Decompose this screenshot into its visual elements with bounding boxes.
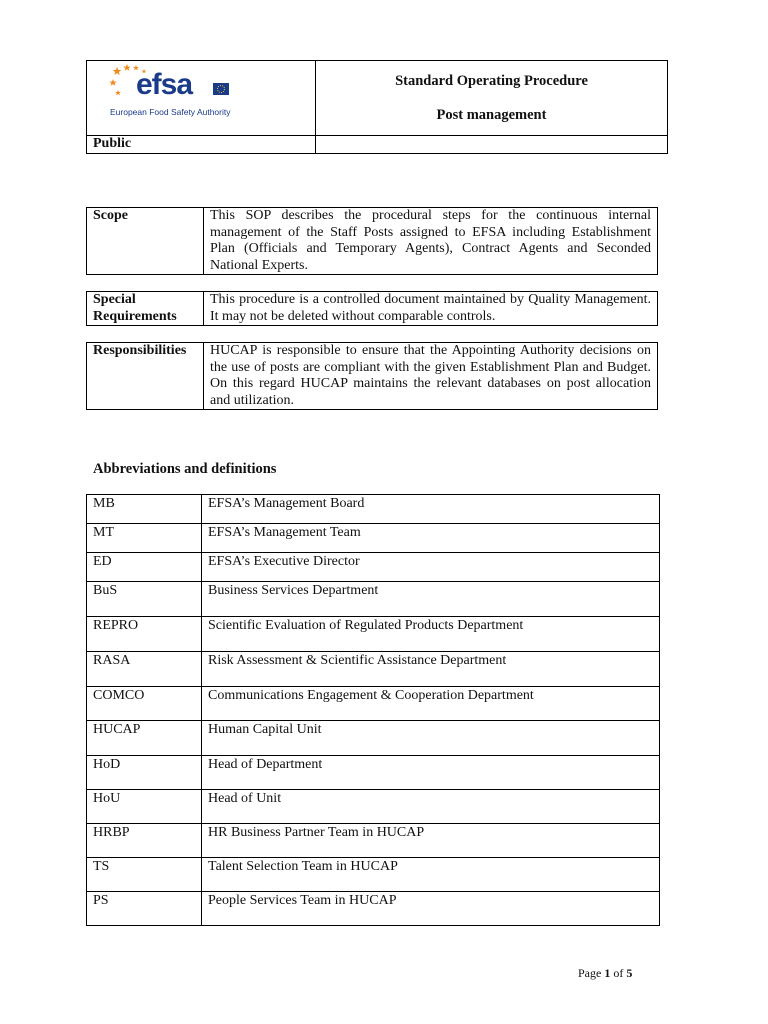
special-requirements-table	[86, 291, 658, 326]
abbreviation-definition: People Services Team in HUCAP	[202, 892, 660, 926]
page-footer	[578, 966, 632, 981]
abbreviation-term: HoU	[87, 790, 202, 824]
abbreviation-term: HUCAP	[87, 721, 202, 756]
abbreviation-row	[87, 687, 660, 721]
abbreviation-row	[87, 858, 660, 892]
abbreviation-term: MT	[87, 524, 202, 553]
responsibilities-table	[86, 342, 658, 410]
responsibilities-label: Responsibilities	[87, 343, 204, 410]
abbreviation-row	[87, 892, 660, 926]
abbreviation-definition: Business Services Department	[202, 582, 660, 617]
abbreviation-definition: EFSA’s Executive Director	[202, 553, 660, 582]
scope-label: Scope	[87, 208, 204, 275]
abbreviation-term: RASA	[87, 652, 202, 687]
abbreviation-term: PS	[87, 892, 202, 926]
document-header	[86, 60, 668, 154]
abbreviation-definition: Head of Department	[202, 756, 660, 790]
abbreviation-row	[87, 617, 660, 652]
abbreviation-term: REPRO	[87, 617, 202, 652]
special-requirements-label	[87, 292, 204, 326]
abbreviation-row	[87, 824, 660, 858]
abbreviation-row	[87, 582, 660, 617]
special-label-line1: Special	[93, 292, 136, 307]
special-label-line2: Requirements	[93, 308, 177, 324]
abbreviations-heading: Abbreviations and definitions	[93, 461, 277, 477]
title-cell	[316, 61, 668, 136]
abbreviation-definition: Risk Assessment & Scientific Assistance Department	[202, 652, 660, 687]
abbreviation-row	[87, 756, 660, 790]
scope-table	[86, 207, 658, 275]
abbreviation-definition: HR Business Partner Team in HUCAP	[202, 824, 660, 858]
abbreviation-row	[87, 524, 660, 553]
abbreviation-row	[87, 652, 660, 687]
abbreviations-table	[86, 494, 660, 926]
page-current: 1	[604, 966, 611, 980]
abbreviation-row	[87, 790, 660, 824]
abbreviation-row	[87, 553, 660, 582]
abbreviation-definition: Talent Selection Team in HUCAP	[202, 858, 660, 892]
logo-wordmark: efsa	[136, 68, 193, 101]
abbreviation-term: ED	[87, 553, 202, 582]
abbreviation-term: HoD	[87, 756, 202, 790]
special-requirements-text: This procedure is a controlled document maintained by Quality Management. It may not be deleted without comparable controls.	[204, 292, 658, 326]
classification-empty-cell	[316, 136, 668, 154]
document-title: Standard Operating Procedure	[395, 73, 588, 89]
abbreviation-definition: Human Capital Unit	[202, 721, 660, 756]
abbreviation-row	[87, 495, 660, 524]
logo-cell	[87, 61, 316, 136]
abbreviation-row	[87, 721, 660, 756]
abbreviation-term: BuS	[87, 582, 202, 617]
page-of: of	[613, 966, 624, 980]
abbreviation-definition: EFSA’s Management Team	[202, 524, 660, 553]
efsa-logo	[109, 63, 239, 119]
document-subtitle: Post management	[436, 106, 547, 123]
abbreviation-term: HRBP	[87, 824, 202, 858]
page-label: Page	[578, 966, 602, 980]
scope-text: This SOP describes the procedural steps for the continuous internal management of the Staff Posts assigned to EFSA including Establishment Plan (Officials and Temporary Agents), Contract Agents and Seconded National Experts.	[204, 208, 658, 275]
responsibilities-text: HUCAP is responsible to ensure that the Appointing Authority decisions on the use of posts are compliant with the given Establishment Plan and Budget. On this regard HUCAP maintains the relevant databases on post allocation and utilization.	[204, 343, 658, 410]
logo-subtitle: European Food Safety Authority	[110, 107, 231, 117]
abbreviation-term: MB	[87, 495, 202, 524]
abbreviation-term: TS	[87, 858, 202, 892]
classification-label: Public	[87, 136, 316, 154]
abbreviation-definition: Communications Engagement & Cooperation Department	[202, 687, 660, 721]
abbreviation-definition: Scientific Evaluation of Regulated Products Department	[202, 617, 660, 652]
abbreviation-term: COMCO	[87, 687, 202, 721]
page-total: 5	[626, 966, 633, 980]
abbreviations-body	[87, 495, 660, 926]
abbreviation-definition: Head of Unit	[202, 790, 660, 824]
abbreviation-definition: EFSA’s Management Board	[202, 495, 660, 524]
